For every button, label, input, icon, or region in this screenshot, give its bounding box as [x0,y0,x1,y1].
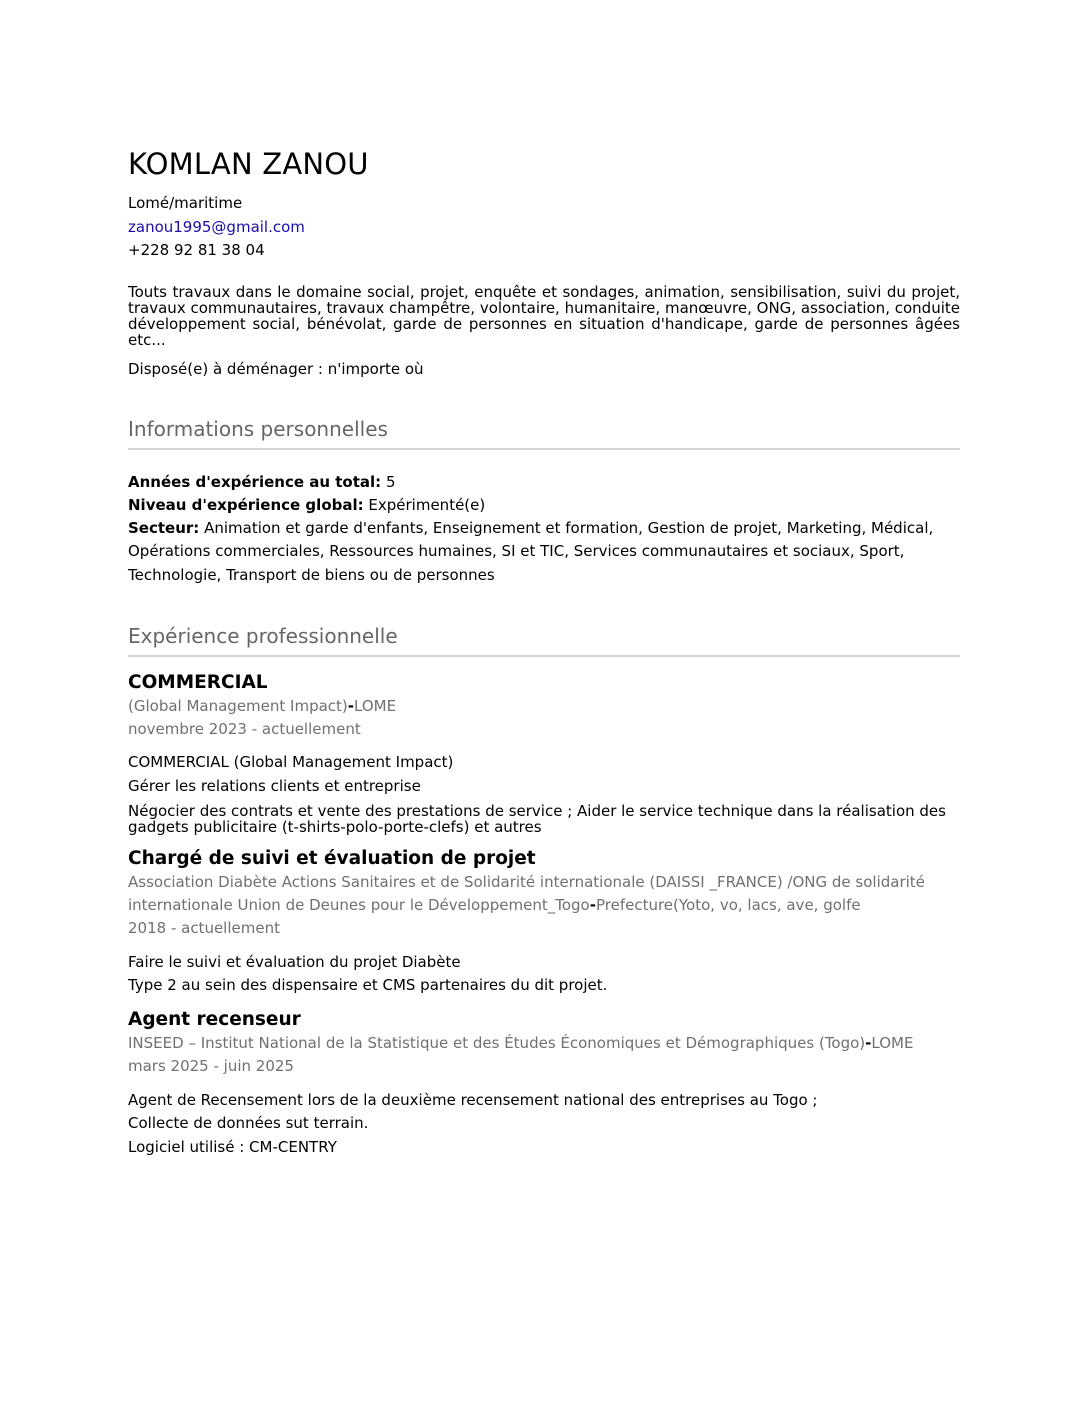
job-org-separator: - [865,1034,872,1053]
info-years-value: 5 [385,472,396,491]
job-org-separator: - [347,696,355,715]
resume-content [128,146,960,1160]
job-desc-line: Agent de Recensement lors de la deuxième recensement national des entreprises au Togo ; [128,1090,818,1109]
job-desc-line: Gérer les relations clients et entreprise [128,777,421,796]
info-sector-label: Secteur: [128,519,200,538]
job-entry [128,671,960,835]
section-title-personal-info: Informations personnelles [128,416,960,450]
job-org-name: Association Diabète Actions Sanitaires et de Solidarité internationale (DAISSI _FRANCE) /ONG de solidarité internationale Union de Deunes pour le Développement_Togo [128,872,925,915]
info-sector-value: Animation et garde d'enfants, Enseignement et formation, Gestion de projet, Marketing, Médical, Opérations commerciales, Ressources humaines, SI et TIC, Services communautaires et sociaux, Sport, Technologie, Transport de biens ou de personnes [128,519,934,584]
job-org-separator: - [589,896,596,915]
job-description [128,1089,960,1160]
job-date: 2018 - actuellement [128,919,280,938]
candidate-name: KOMLAN ZANOU [128,147,369,181]
job-desc-line: Collecte de données sut terrain. [128,1114,369,1133]
email-link[interactable]: zanou1995@gmail.com [128,217,305,236]
job-description [128,951,960,999]
job-organization [128,695,960,718]
summary-text: Touts travaux dans le domaine social, projet, enquête et sondages, animation, sensibilisation, suivi du projet, travaux communautaires, travaux champêtre, volontaire, humanitaire, manœuvre, ONG, association, conduite développement social, bénévolat, garde de personnes en situation d'handicape, garde de personnes âgées etc... [128,282,960,349]
location-text: Lomé/maritime [128,194,243,212]
job-desc-line: Logiciel utilisé : CM-CENTRY [128,1138,337,1157]
job-org-name: (Global Management Impact) [128,696,348,715]
contact-block [128,192,960,263]
job-description [128,751,960,835]
info-years [128,471,960,494]
job-place: LOME [354,696,397,715]
job-desc-line: COMMERCIAL (Global Management Impact) [128,753,454,772]
info-level-label: Niveau d'expérience global: [128,495,364,514]
job-desc-line: Type 2 au sein des dispensaire et CMS partenaires du dit projet. [128,976,608,995]
job-entry [128,847,960,998]
phone-text: +228 92 81 38 04 [128,241,265,259]
job-date: mars 2025 - juin 2025 [128,1057,294,1076]
job-title: Chargé de suivi et évaluation de projet [128,847,536,869]
info-years-label: Années d'expérience au total: [128,472,382,491]
job-organization [128,1032,960,1055]
relocation-text: Disposé(e) à déménager : n'importe où [128,359,424,378]
info-level [128,494,960,517]
job-desc-line: Faire le suivi et évaluation du projet Diabète [128,952,461,971]
job-place: LOME [871,1034,914,1053]
info-sector [128,517,960,587]
personal-info-block [128,471,960,587]
job-org-name: INSEED – Institut National de la Statistique et des Études Économiques et Démographiques (Togo) [128,1034,866,1053]
job-desc-line: Négocier des contrats et vente des prestations de service ; Aider le service technique dans la réalisation des gadgets publicitaire (t-shirts-polo-porte-clefs) et autres [128,801,946,836]
job-title: COMMERCIAL [128,671,268,693]
job-place: Prefecture(Yoto, vo, lacs, ave, golfe [595,896,861,915]
job-date: novembre 2023 - actuellement [128,720,361,739]
section-title-experience: Expérience professionnelle [128,623,960,657]
job-organization [128,871,960,917]
job-entry [128,1008,960,1160]
job-title: Agent recenseur [128,1009,301,1031]
info-level-value: Expérimenté(e) [368,495,486,514]
